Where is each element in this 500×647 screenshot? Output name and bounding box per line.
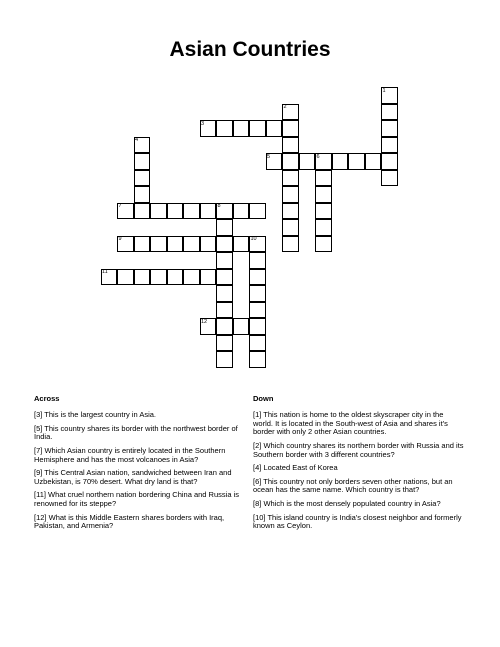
clue-down-1 [253,411,465,437]
across-heading: Across [34,394,60,403]
grid-cell[interactable] [216,219,233,236]
grid-cell[interactable] [381,137,398,154]
grid-cell[interactable] [216,335,233,352]
clue-text: Which country shares its northern border with Russia and its Southern border with 3 different countries? [253,440,464,459]
grid-clue-number: 10 [250,236,257,242]
clue-across-5 [34,425,244,442]
grid-cell[interactable] [233,203,250,220]
grid-cell[interactable] [282,236,299,253]
clue-text: This island country is India's closest neighbor and formerly known as Ceylon. [253,512,462,531]
clue-number: [11] [34,490,46,500]
clue-down-2 [253,442,465,459]
grid-clue-number: 2 [283,104,287,110]
grid-clue-number: 8 [217,203,221,209]
clue-number: [9] [34,468,43,478]
grid-cell[interactable] [249,351,266,368]
grid-cell[interactable] [167,236,184,253]
clue-number: [6] [253,476,262,486]
grid-cell[interactable] [216,120,233,137]
grid-clue-number: 9 [118,236,122,242]
grid-cell[interactable] [381,153,398,170]
grid-cell[interactable] [348,153,365,170]
grid-cell[interactable] [249,302,266,319]
grid-cell[interactable] [282,120,299,137]
clue-number: [2] [253,440,262,450]
grid-cell[interactable] [249,335,266,352]
clue-text: Which Asian country is entirely located in the Southern Hemisphere and has the most volcanoes in Asia? [34,445,226,464]
grid-cell[interactable] [183,203,200,220]
grid-cell[interactable] [315,219,332,236]
grid-cell[interactable] [150,269,167,286]
grid-cell[interactable] [315,170,332,187]
grid-cell[interactable] [134,236,151,253]
grid-cell[interactable] [216,351,233,368]
clue-number: [4] [253,463,262,473]
grid-cell[interactable] [134,269,151,286]
grid-clue-number: 6 [316,153,320,160]
grid-cell[interactable] [365,153,382,170]
grid-cell[interactable] [167,269,184,286]
grid-cell[interactable] [216,285,233,302]
clue-number: [5] [34,423,43,433]
clue-number: [8] [253,499,262,508]
grid-cell[interactable] [216,318,233,335]
grid-clue-number: 4 [135,137,139,143]
grid-cell[interactable] [150,203,167,220]
clue-text: This is the largest country in Asia. [44,410,157,419]
grid-cell[interactable] [183,269,200,286]
grid-cell[interactable] [216,252,233,269]
clue-text: This country shares its border with the northwest border of India. [34,423,238,442]
clue-across-3 [34,411,244,420]
clue-down-8 [253,500,465,509]
clue-number: [10] [253,512,266,522]
down-heading: Down [253,394,274,403]
grid-cell[interactable] [233,120,250,137]
grid-cell[interactable] [200,203,217,220]
clue-across-9 [34,469,244,486]
clue-down-6 [253,478,465,495]
grid-cell[interactable] [134,186,151,203]
clue-across-7 [34,447,244,464]
grid-cell[interactable] [282,170,299,187]
clue-text: What cruel northern nation bordering China and Russia is renowned for its steppe? [34,490,239,508]
grid-cell[interactable] [183,236,200,253]
grid-cell[interactable] [381,120,398,137]
grid-cell[interactable] [249,120,266,137]
grid-cell[interactable] [134,203,151,220]
grid-clue-number: 12 [201,318,208,325]
grid-cell[interactable] [233,236,250,253]
grid-clue-number: 3 [201,120,205,127]
down-clue-list [253,411,465,536]
grid-cell[interactable] [282,137,299,154]
clue-number: [12] [34,512,47,522]
clue-across-12 [34,514,244,531]
clue-text: Which is the most densely populated country in Asia? [263,499,441,508]
grid-cell[interactable] [134,170,151,187]
grid-cell[interactable] [282,219,299,236]
clue-number: [7] [34,445,43,455]
grid-cell[interactable] [249,269,266,286]
grid-cell[interactable] [315,203,332,220]
grid-cell[interactable] [117,269,134,286]
clue-text: This country not only borders seven other nations, but an ocean has the same name. Which country is that? [253,476,453,495]
grid-cell[interactable] [249,318,266,335]
clue-text: Located East of Korea [263,463,338,473]
grid-clue-number: 7 [118,203,122,209]
grid-clue-number: 5 [267,153,271,160]
grid-cell[interactable] [216,236,233,253]
clue-across-11 [34,491,244,508]
grid-clue-number: 11 [102,269,108,275]
clue-text: This nation is home to the oldest skyscraper city in the world. It is located in the South-west of Asia and shares it's border with only 2 other Asian countries. [253,410,448,437]
clue-number: [3] [34,410,43,419]
grid-cell[interactable] [150,236,167,253]
grid-clue-number: 1 [382,87,386,94]
clue-down-10 [253,514,465,531]
grid-cell[interactable] [315,236,332,253]
clue-text: What is this Middle Eastern shares borders with Iraq, Pakistan, and Armenia? [34,512,225,531]
grid-cell[interactable] [200,236,217,253]
grid-cell[interactable] [332,153,349,170]
clue-text: This Central Asian nation, sandwiched between Iran and Uzbekistan, is 70% desert. What dry land is that? [34,468,232,486]
grid-cell[interactable] [315,186,332,203]
grid-cell[interactable] [216,269,233,286]
grid-cell[interactable] [167,203,184,220]
grid-cell[interactable] [381,170,398,187]
grid-cell[interactable] [249,252,266,269]
grid-cell[interactable] [216,302,233,319]
grid-cell[interactable] [282,203,299,220]
grid-cell[interactable] [249,203,266,220]
grid-cell[interactable] [249,285,266,302]
grid-cell[interactable] [233,318,250,335]
grid-cell[interactable] [282,153,299,170]
grid-cell[interactable] [200,269,217,286]
grid-cell[interactable] [266,120,283,137]
grid-cell[interactable] [381,104,398,121]
grid-cell[interactable] [282,186,299,203]
grid-cell[interactable] [299,153,316,170]
across-clue-list [34,411,244,536]
puzzle-title: Asian Countries [169,38,331,61]
clue-number: [1] [253,410,262,419]
grid-cell[interactable] [134,153,151,170]
clue-down-4 [253,464,465,473]
